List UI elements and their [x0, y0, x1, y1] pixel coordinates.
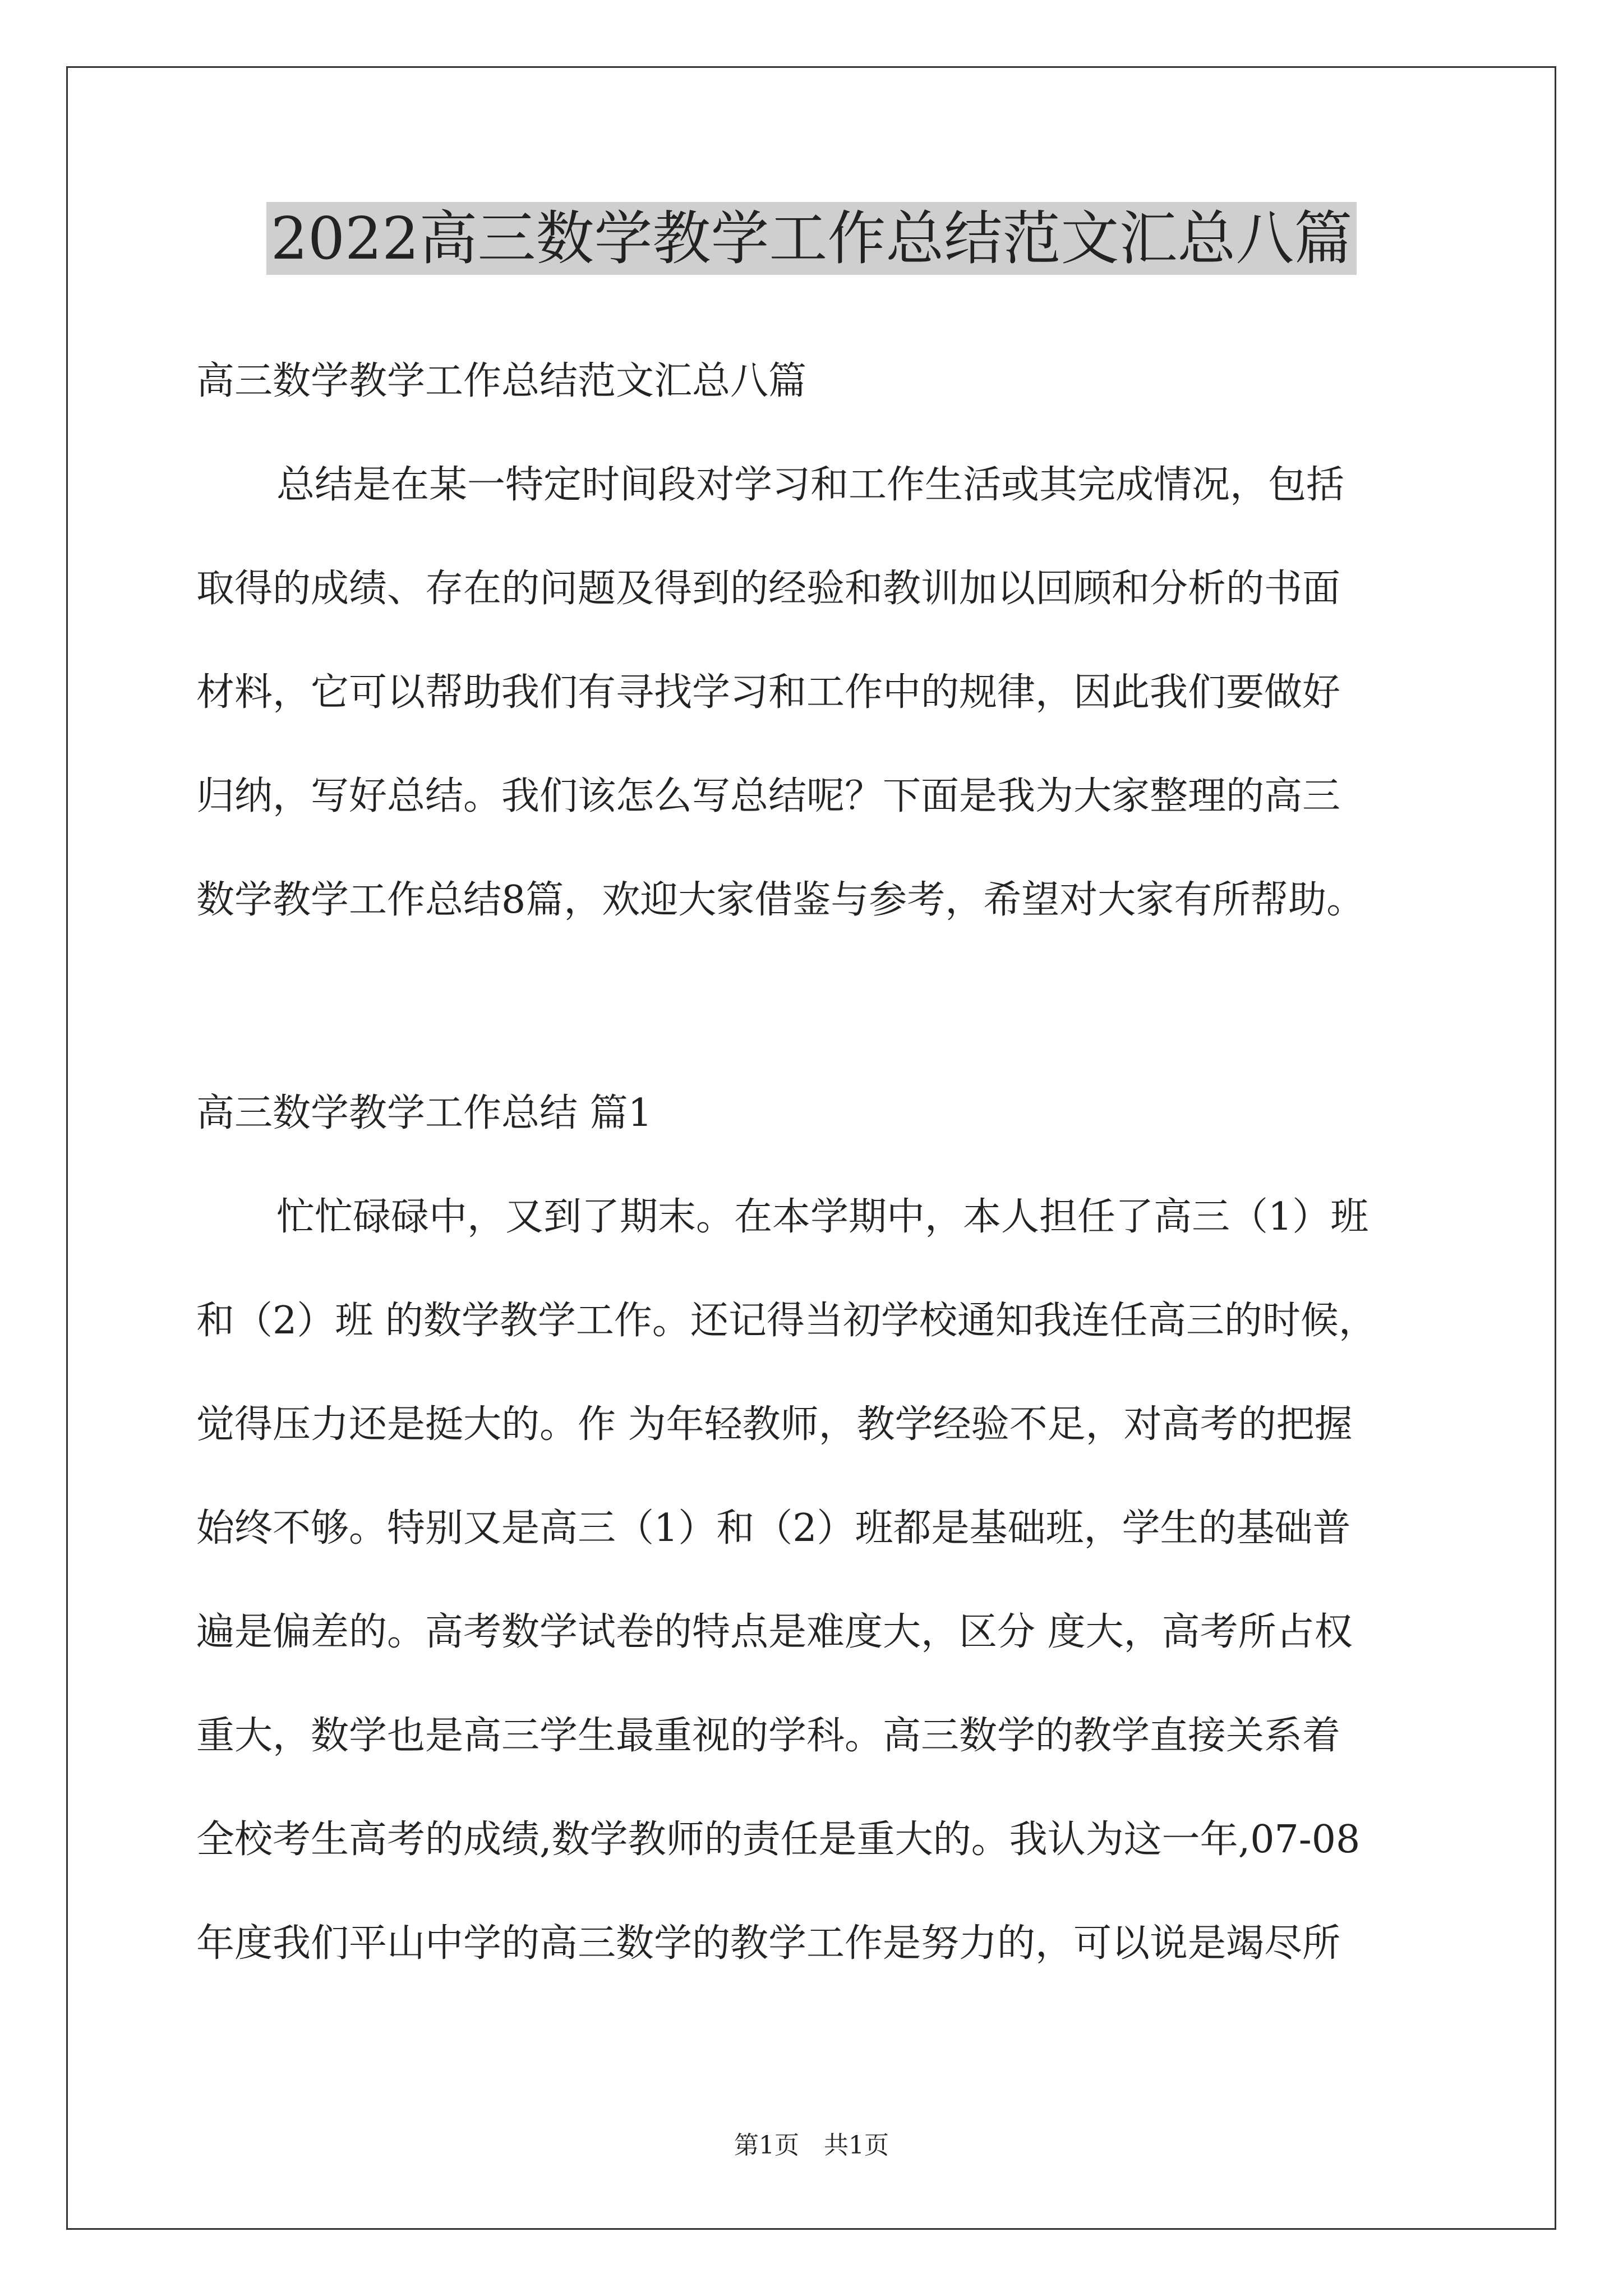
- section-1-heading: 高三数学教学工作总结 篇1: [196, 1091, 652, 1135]
- intro-line-1: 总结是在某一特定时间段对学习和工作生活或其完成情况，包括: [276, 463, 1345, 507]
- document-title: [0, 199, 1623, 278]
- section-1-line-5: 遍是偏差的。高考数学试卷的特点是难度大，区分 度大，高考所占权: [196, 1610, 1353, 1654]
- section-1-line-3: 觉得压力还是挺大的。作 为年轻教师，教学经验不足，对高考的把握: [196, 1402, 1353, 1447]
- intro-line-4: 归纳，写好总结。我们该怎么写总结呢？下面是我为大家整理的高三: [196, 774, 1341, 818]
- intro-line-3: 材料，它可以帮助我们有寻找学习和工作中的规律，因此我们要做好: [196, 670, 1341, 715]
- section-1-line-2: 和（2）班 的数学教学工作。还记得当初学校通知我连任高三的时候，: [196, 1299, 1377, 1343]
- document-subtitle: 高三数学教学工作总结范文汇总八篇: [196, 359, 807, 403]
- section-1-line-4: 始终不够。特别又是高三（1）和（2）班都是基础班，学生的基础普: [196, 1506, 1351, 1550]
- section-1-line-8: 年度我们平山中学的高三数学的教学工作是努力的，可以说是竭尽所: [196, 1921, 1341, 1966]
- document-title-text: 2022高三数学教学工作总结范文汇总八篇: [266, 202, 1357, 275]
- intro-line-5: 数学教学工作总结8篇，欢迎大家借鉴与参考，希望对大家有所帮助。: [196, 878, 1365, 922]
- section-1-line-1: 忙忙碌碌中，又到了期末。在本学期中，本人担任了高三（1）班: [276, 1195, 1369, 1239]
- section-1-line-7: 全校考生高考的成绩,数学教师的责任是重大的。我认为这一年,07-08: [196, 1818, 1361, 1862]
- section-1-line-6: 重大，数学也是高三学生最重视的学科。高三数学的教学直接关系着: [196, 1714, 1341, 1758]
- intro-line-2: 取得的成绩、存在的问题及得到的经验和教训加以回顾和分析的书面: [196, 567, 1341, 611]
- page-number-footer: 第1页 共1页: [734, 2131, 889, 2160]
